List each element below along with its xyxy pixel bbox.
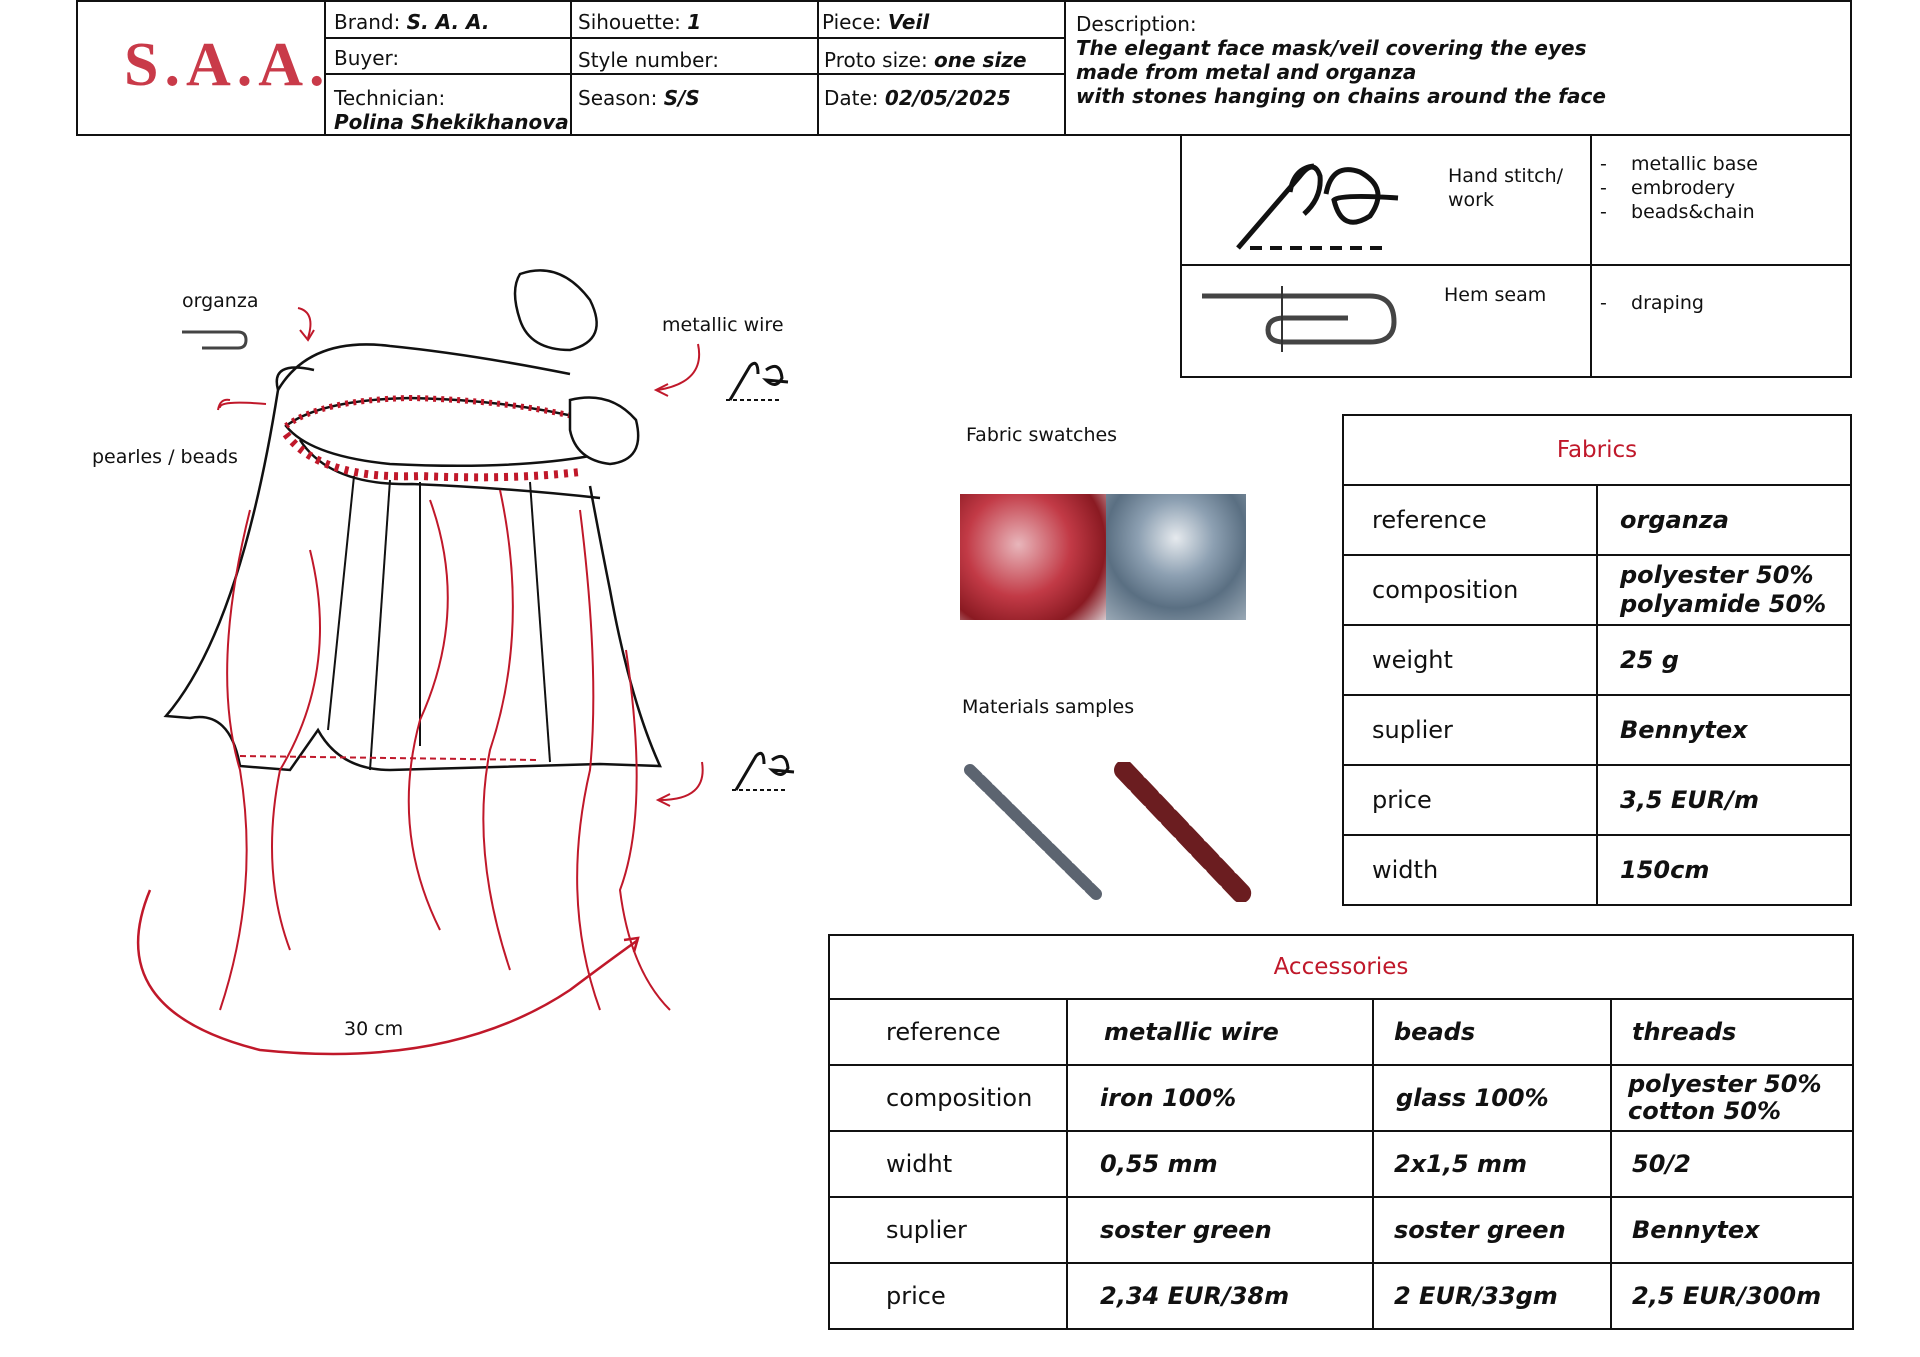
bead-chain-gray <box>964 762 1104 902</box>
fabric-swatches-title: Fabric swatches <box>966 424 1118 446</box>
date-field: Date: 02/05/2025 <box>824 86 1011 110</box>
list-item: - draping <box>1600 292 1704 314</box>
table-row: reference organza <box>1343 485 1851 555</box>
buyer-field: Buyer: <box>334 46 400 70</box>
hem-seam-items <box>1600 292 1704 314</box>
table-row: suplier soster green soster green Bennytex <box>829 1197 1853 1263</box>
measurement-label: 30 cm <box>344 1018 404 1040</box>
table-row: price 2,34 EUR/38m 2 EUR/33gm 2,5 EUR/300m <box>829 1263 1853 1329</box>
description-line: The elegant face mask/veil covering the eyes <box>1076 36 1587 60</box>
table-row: weight 25 g <box>1343 625 1851 695</box>
materials-samples-title: Materials samples <box>962 696 1135 718</box>
pearls-label: pearles / beads <box>92 446 238 468</box>
fabrics-title: Fabrics <box>1343 415 1851 485</box>
fabrics-table <box>1342 414 1852 906</box>
hand-stitch-label: Hand stitch/ work <box>1448 165 1564 211</box>
hand-stitch-icon <box>1230 148 1410 254</box>
table-row: reference metallic wire beads threads <box>829 999 1853 1065</box>
accessories-table <box>828 934 1854 1330</box>
technician-field: Technician: Polina Shekikhanova <box>334 86 569 134</box>
description-field: Description: The elegant face mask/veil covering the eyes made from metal and organza with stones hanging on chains around the face <box>1076 12 1606 108</box>
brand-field: Brand: S. A. A. <box>334 10 490 34</box>
brand-logo: S.A.A. <box>124 31 331 99</box>
hand-stitch-items <box>1600 152 1758 224</box>
proto-size-field: Proto size: one size <box>824 48 1027 72</box>
list-item: - metallic base <box>1600 153 1758 175</box>
season-field: Season: S/S <box>578 86 700 110</box>
table-row: price 3,5 EUR/m <box>1343 765 1851 835</box>
organza-label: organza <box>182 290 259 312</box>
table-row: composition iron 100% glass 100% polyester 50% cotton 50% <box>829 1065 1853 1131</box>
fabric-swatch-red <box>960 494 1106 620</box>
description-line: with stones hanging on chains around the face <box>1076 84 1606 108</box>
description-line: made from metal and organza <box>1076 60 1417 84</box>
hem-seam-label: Hem seam <box>1444 284 1547 306</box>
silhouette-field: Sihouette: 1 <box>578 10 702 34</box>
wire-label: metallic wire <box>662 314 784 336</box>
table-row: composition polyester 50% polyamide 50% <box>1343 555 1851 625</box>
table-row: widht 0,55 mm 2x1,5 mm 50/2 <box>829 1131 1853 1197</box>
accessories-title: Accessories <box>829 935 1853 999</box>
piece-field: Piece: Veil <box>822 10 930 34</box>
list-item: - embrodery <box>1600 177 1736 199</box>
veil-sketch <box>90 250 810 1070</box>
bead-chain-red <box>1114 762 1254 902</box>
fabric-swatch-blue <box>1106 494 1246 620</box>
list-item: - beads&chain <box>1600 201 1755 223</box>
table-row: suplier Bennytex <box>1343 695 1851 765</box>
hem-seam-icon <box>1198 280 1408 354</box>
style-number-field: Style number: <box>578 48 720 72</box>
table-row: width 150cm <box>1343 835 1851 905</box>
